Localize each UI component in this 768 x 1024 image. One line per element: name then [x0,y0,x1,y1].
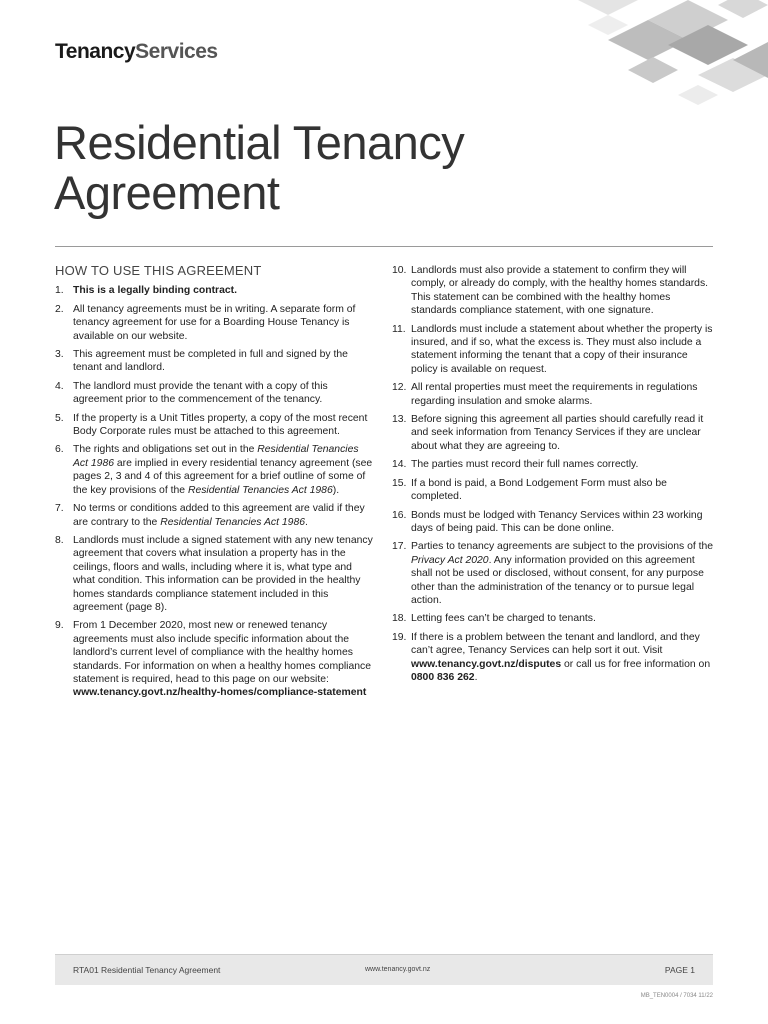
list-item [392,477,714,504]
item-number: 7. [55,503,64,515]
item-number: 18. [392,613,407,625]
item-number: 16. [392,509,407,521]
item-text: All rental properties must meet the requirements in regulations regarding insulation and smoke alarms. [411,382,698,407]
list-item [392,413,714,453]
item-number: 2. [55,303,64,315]
left-column [55,264,373,705]
list-item [55,412,373,439]
item-text: The parties must record their full names correctly. [411,459,639,471]
item-text: Landlords must include a signed statement with any new tenancy agreement that covers what insulation a property has in the ceilings, floors and walls, including where it is, what type and what condition. This information can be provided in the healthy homes standards compliance statement included in this agreement (page 8). [73,534,373,613]
list-item [392,631,714,685]
list-item [55,380,373,407]
item-text: This is a legally binding contract. [73,285,237,297]
instructions-list-right [392,264,714,684]
item-number: 19. [392,631,407,643]
decorative-diamond-pattern [568,0,768,120]
item-text: If a bond is paid, a Bond Lodgement Form must also be completed. [411,477,667,503]
instructions-list-left [55,284,373,699]
list-item [55,348,373,375]
item-number: 14. [392,459,407,471]
item-text: Letting fees can’t be charged to tenants. [411,613,596,625]
item-text: The rights and obligations set out in the Residential Tenancies Act 1986 are implied in every residential tenancy agreement (see pages 2, 3 and 4 of this agreement for a brief outline of some of the key provisions of the Residential Tenancies Act 1986). [73,444,373,496]
tenancy-services-logo [55,40,218,64]
list-item [55,303,373,343]
list-item [55,284,373,297]
item-number: 15. [392,477,407,489]
item-text: Landlords must include a statement about whether the property is insured, and if so, what the excess is. They must also include a statement informing the tenant that a copy of their insurance policy is available on request. [411,323,713,375]
item-text: From 1 December 2020, most new or renewed tenancy agreements must also include specific information about the landlord’s current level of compliance with the healthy homes standards. For information on when a healthy homes compliance statement is required, head to this page on our website: www.tenancy.govt.nz/healthy-homes/compliance-statement [73,620,372,699]
item-text: This agreement must be completed in full and signed by the tenant and landlord. [73,349,348,374]
list-item [392,612,714,625]
list-item [392,458,714,471]
title-line-2: Agreement [54,166,280,219]
list-item [392,509,714,536]
item-number: 9. [55,620,64,632]
title-line-1: Residential Tenancy [54,116,465,169]
item-number: 11. [392,323,406,335]
item-text: Before signing this agreement all parties should carefully read it and seek information from Tenancy Services if they are unclear about what they are agreeing to. [411,414,704,452]
section-heading: HOW TO USE THIS AGREEMENT [55,263,262,278]
item-number: 4. [55,380,64,392]
footer-page-number: PAGE 1 [664,965,695,975]
list-item [392,323,714,377]
list-item [55,534,373,614]
item-number: 8. [55,534,64,546]
item-text: Bonds must be lodged with Tenancy Services within 23 working days of being paid. This can be done online. [411,509,703,534]
item-number: 13. [392,414,407,426]
list-item [55,443,373,497]
logo-word-tenancy: Tenancy [55,40,136,63]
page-title [54,118,654,218]
item-text: Landlords must also provide a statement to confirm they will comply, or already do comply, with the healthy homes standards. This statement can be combined with the healthy homes standards compliance statement, with one signature. [411,265,709,317]
footer-document-name: RTA01 Residential Tenancy Agreement [73,965,221,975]
right-column [392,264,714,689]
list-item [55,502,373,529]
item-text: The landlord must provide the tenant with a copy of this agreement prior to the commencement of the tenancy. [73,380,328,406]
list-item [392,264,714,318]
item-number: 12. [392,382,407,394]
page-footer [55,954,713,985]
item-number: 17. [392,541,407,553]
document-code: MB_TEN0004 / 7034 11/22 [640,993,713,999]
item-text: If there is a problem between the tenant and landlord, and they can’t agree, Tenancy Services can help sort it out. Visit www.tenancy.govt.nz/disputes or call us for free information on 0800 836 262. [411,631,711,683]
item-number: 1. [55,285,64,297]
item-number: 5. [55,412,64,424]
item-number: 3. [55,349,64,361]
list-item [392,381,714,408]
item-text: Parties to tenancy agreements are subject to the provisions of the Privacy Act 2020. Any information provided on this agreement shall not be used or disclosed, without consent, for any purpose other than the administration of the tenancy or to pursue legal action. [411,541,714,606]
item-text: No terms or conditions added to this agreement are valid if they are contrary to the Residential Tenancies Act 1986. [73,503,365,528]
footer-website: www.tenancy.govt.nz [365,966,431,973]
logo-word-services: Services [135,40,218,63]
item-number: 10. [392,265,407,276]
list-item [55,619,373,699]
list-item [392,540,714,607]
item-text: If the property is a Unit Titles property, a copy of the most recent Body Corporate rules must be attached to this agreement. [73,412,368,438]
title-divider [55,246,713,247]
item-number: 6. [55,444,64,456]
item-text: All tenancy agreements must be in writing. A separate form of tenancy agreement for use for a Boarding House Tenancy is available on our website. [73,303,356,342]
